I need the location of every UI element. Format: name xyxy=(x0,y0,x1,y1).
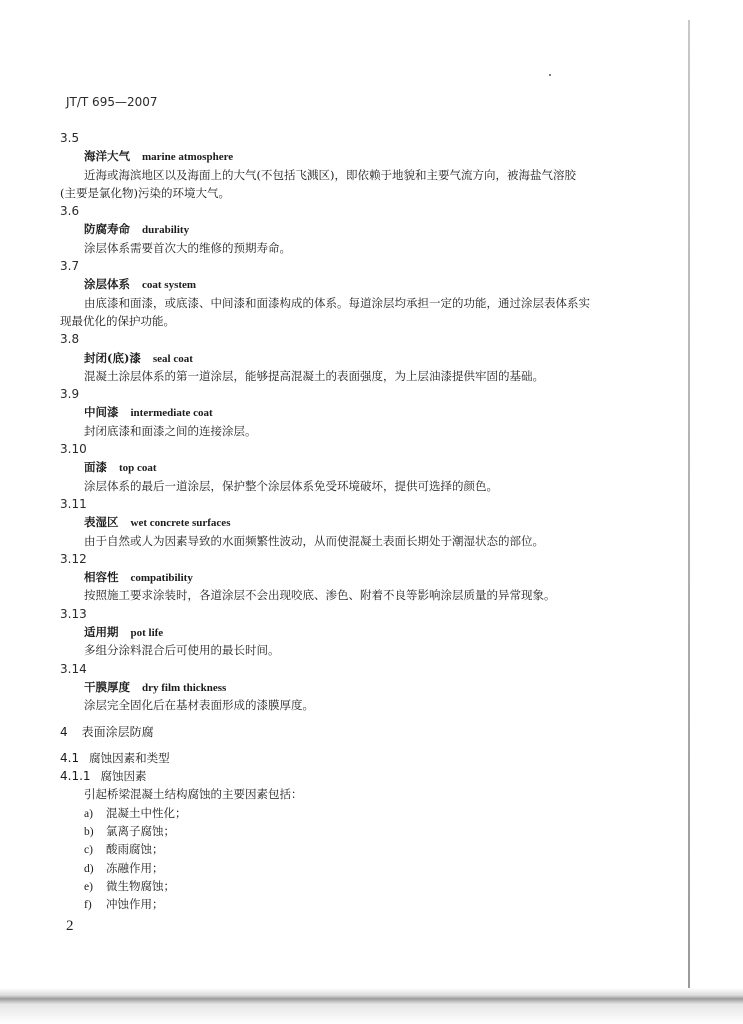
term-heading xyxy=(60,458,620,476)
document-body xyxy=(60,129,620,913)
term-definition: 近海或海滨地区以及海面上的大气(不包括飞溅区)，即依赖于地貌和主要气流方向，被海盐气溶胶 xyxy=(84,167,576,182)
list-item xyxy=(60,804,620,822)
factors-intro: 引起桥梁混凝土结构腐蚀的主要因素包括： xyxy=(84,787,303,802)
term-number: 3.10 xyxy=(60,442,87,457)
term-heading xyxy=(60,568,620,586)
list-text: 混凝土中性化； xyxy=(106,805,187,820)
term-number: 3.14 xyxy=(60,661,87,676)
subsubsection-number: 4.1.1 xyxy=(60,769,91,784)
term-number: 3.13 xyxy=(60,606,87,621)
list-item xyxy=(60,877,620,895)
term-chinese: 表湿区 xyxy=(84,515,119,530)
term-heading xyxy=(60,623,620,641)
term-number: 3.9 xyxy=(60,387,80,402)
list-item xyxy=(60,859,620,877)
term-chinese: 封闭(底)漆 xyxy=(84,350,141,365)
term-english: intermediate coat xyxy=(130,407,213,420)
term-number: 3.6 xyxy=(60,204,80,219)
term-definition: (主要是氯化物)污染的环境大气。 xyxy=(60,185,230,200)
list-text: 氯离子腐蚀； xyxy=(106,823,175,838)
page-edge-shadow-bottom xyxy=(0,988,743,1024)
term-number: 3.11 xyxy=(60,496,87,511)
term-english: wet concrete surfaces xyxy=(130,517,231,530)
factor-list xyxy=(60,804,620,914)
term-definition: 涂层完全固化后在基材表面形成的漆膜厚度。 xyxy=(84,698,314,713)
term-english: top coat xyxy=(119,462,157,475)
term-number: 3.12 xyxy=(60,551,87,566)
term-english: pot life xyxy=(130,627,164,640)
list-marker: c) xyxy=(84,844,93,857)
term-english: compatibility xyxy=(130,572,193,585)
term-english: marine atmosphere xyxy=(142,151,234,164)
term-definition: 由底漆和面漆，或底漆、中间漆和面漆构成的体系。每道涂层均承担一定的功能，通过涂层表体系实 xyxy=(84,295,590,310)
list-text: 冲蚀作用； xyxy=(106,897,164,912)
list-item xyxy=(60,895,620,913)
section-title: 表面涂层防腐 xyxy=(81,724,154,739)
term-english: seal coat xyxy=(152,352,193,365)
page-number: 2 xyxy=(66,918,74,934)
scan-speck xyxy=(549,74,551,76)
term-heading xyxy=(60,275,620,293)
subsection-heading xyxy=(60,749,620,767)
document-code-header: JT/T 695—2007 xyxy=(66,95,158,109)
term-definition: 涂层体系需要首次大的维修的预期寿命。 xyxy=(84,240,291,255)
term-definition: 封闭底漆和面漆之间的连接涂层。 xyxy=(84,423,257,438)
list-item xyxy=(60,822,620,840)
term-chinese: 相容性 xyxy=(84,570,119,585)
term-chinese: 中间漆 xyxy=(84,405,119,420)
section-heading xyxy=(60,723,620,741)
subsection-number: 4.1 xyxy=(60,750,80,765)
list-marker: e) xyxy=(84,880,93,893)
term-definition: 由于自然或人为因素导致的水面频繁性波动，从而使混凝土表面长期处于潮湿状态的部位。 xyxy=(84,533,544,548)
term-chinese: 面漆 xyxy=(84,460,107,475)
term-chinese: 适用期 xyxy=(84,625,119,640)
subsection-title: 腐蚀因素和类型 xyxy=(89,750,170,765)
term-definition: 混凝土涂层体系的第一道涂层，能够提高混凝土的表面强度，为上层油漆提供牢固的基础。 xyxy=(84,368,544,383)
term-definition: 现最优化的保护功能。 xyxy=(60,313,175,328)
list-text: 酸雨腐蚀； xyxy=(106,842,164,857)
subsubsection-heading xyxy=(60,767,620,785)
section-number: 4 xyxy=(60,724,68,739)
term-number: 3.5 xyxy=(60,131,80,145)
term-chinese: 防腐寿命 xyxy=(84,222,130,237)
term-english: durability xyxy=(142,224,190,237)
page-edge-shadow-right xyxy=(688,20,690,995)
term-number: 3.7 xyxy=(60,259,80,274)
term-heading xyxy=(60,220,620,238)
list-item xyxy=(60,840,620,858)
term-heading xyxy=(60,147,620,165)
list-text: 冻融作用； xyxy=(106,860,164,875)
term-english: coat system xyxy=(142,279,197,292)
term-chinese: 海洋大气 xyxy=(84,149,130,164)
term-number: 3.8 xyxy=(60,332,80,347)
list-marker: d) xyxy=(84,862,94,875)
subsubsection-title: 腐蚀因素 xyxy=(100,769,147,784)
term-chinese: 干膜厚度 xyxy=(84,679,130,694)
list-marker: f) xyxy=(84,899,92,912)
term-definition: 多组分涂料混合后可使用的最长时间。 xyxy=(84,643,280,658)
term-heading xyxy=(60,349,620,367)
term-heading xyxy=(60,403,620,421)
list-marker: b) xyxy=(84,825,94,838)
term-definition: 涂层体系的最后一道涂层，保护整个涂层体系免受环境破坏，提供可选择的颜色。 xyxy=(84,478,498,493)
term-heading xyxy=(60,678,620,696)
list-marker: a) xyxy=(84,807,93,820)
term-english: dry film thickness xyxy=(142,681,227,694)
term-definitions xyxy=(60,129,620,715)
list-text: 微生物腐蚀； xyxy=(106,878,175,893)
term-definition: 按照施工要求涂装时，各道涂层不会出现咬底、渗色、附着不良等影响涂层质量的异常现象。 xyxy=(84,588,556,603)
term-heading xyxy=(60,513,620,531)
term-chinese: 涂层体系 xyxy=(84,277,130,292)
